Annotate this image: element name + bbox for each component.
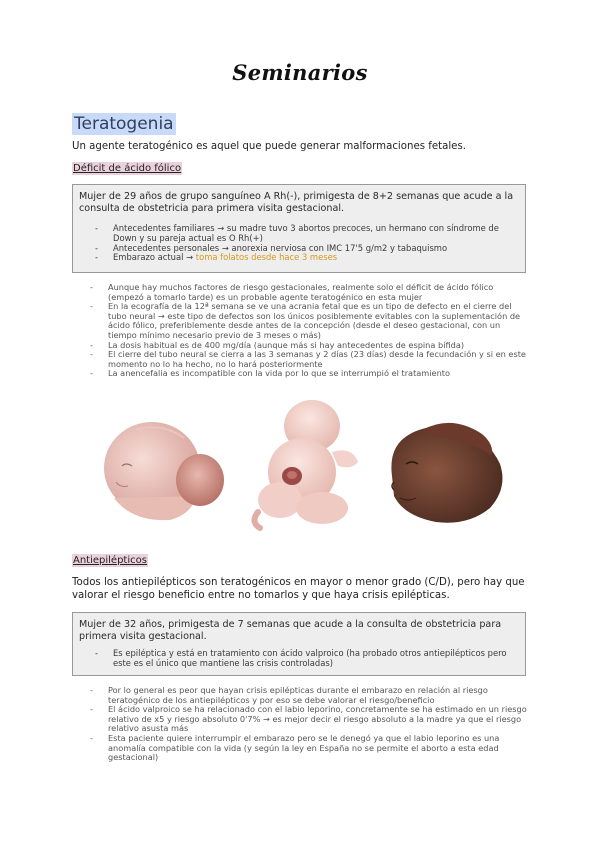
list-item: - El cierre del tubo neural se cierra a las 3 semanas y 2 días (23 días) desde la fecundación y si en este momento no lo ha hecho, no lo hará posteriormente bbox=[90, 349, 526, 369]
list-item: - El ácido valproico se ha relacionado con el labio leporino, concretamente se ha estimado en un riesgo relativo de x5 y riesgo absoluto 0'7% → es mejor decir el riesgo absoluto a la madre ya que el riesgo relativo asusta más bbox=[90, 704, 527, 734]
subheading-folic-acid: Déficit de ácido fólico bbox=[73, 163, 182, 174]
case-item: - Antecedentes familiares → su madre tuvo 3 abortos precoces, un hermano con síndrome de Down y su pareja actual es O Rh(+) bbox=[95, 223, 499, 243]
encephalocele-illustration bbox=[92, 402, 232, 530]
case-box-1 bbox=[72, 184, 526, 273]
list-item: - La dosis habitual es de 400 mg/día (aunque más si hay antecedentes de espina bífida) bbox=[90, 339, 465, 350]
case-item: - Es epiléptica y está en tratamiento con ácido valproico (ha probado otros antiepilépticos pero este es el único que mantiene las crisis controladas) bbox=[95, 648, 507, 668]
section-heading-teratogenia: Teratogenia bbox=[74, 114, 174, 134]
case-items bbox=[79, 649, 517, 669]
page-title: Seminarios bbox=[232, 60, 368, 85]
list-item: - Esta paciente quiere interrumpir el embarazo pero se le denegó ya que el labio leporino es una anomalía compatible con la vida (y según la ley en España no se permite el aborto a esta edad gestacional) bbox=[90, 732, 500, 763]
case-item: - Antecedentes personales → anorexia nerviosa con IMC 17'5 g/m2 y tabaquismo bbox=[95, 242, 448, 253]
case-lead: Mujer de 29 años de grupo sanguíneo A Rh(-), primigesta de 8+2 semanas que acude a la consulta de obstetricia para primera visita gestacional. bbox=[79, 191, 514, 214]
case-item: - Embarazo actual → toma folatos desde hace 3 meses bbox=[95, 252, 338, 263]
case-lead: Mujer de 32 años, primigesta de 7 semanas que acude a la consulta de obstetricia para primera visita gestacional. bbox=[79, 619, 502, 642]
notes-list-1 bbox=[90, 283, 530, 379]
case-items bbox=[79, 224, 517, 263]
intro-paragraph: Un agente teratogénico es aquel que puede generar malformaciones fetales. bbox=[72, 141, 466, 152]
subheading-antiepileptics: Antiepilépticos bbox=[73, 555, 147, 566]
list-item: - Aunque hay muchos factores de riesgo gestacionales, realmente solo el déficit de ácido fólico (empezó a tomarlo tarde) es un probable agente teratogénico en esta mujer bbox=[90, 282, 494, 302]
list-item: - Por lo general es peor que hayan crisis epilépticas durante el embarazo en relación al riesgo teratogénico de los antiepilépticos y por eso se debe valorar el riesgo/beneficio bbox=[90, 685, 488, 705]
notes-list-2 bbox=[90, 686, 530, 763]
spina-bifida-illustration bbox=[240, 396, 370, 536]
antiepileptics-intro: Todos los antiepilépticos son teratogénicos en mayor o menor grado (C/D), pero hay que valorar el riesgo beneficio entre no tomarlos y que haya crisis epilépticas. bbox=[72, 577, 525, 601]
list-item: - La anencefalia es incompatible con la vida por lo que se interrumpió el tratamiento bbox=[90, 368, 450, 379]
case-box-2 bbox=[72, 612, 526, 676]
list-item: - En la ecografía de la 12ª semana se ve una acrania fetal que es un tipo de defecto en el cierre del tubo neural → este tipo de defectos son los únicos posiblemente evitables con la suplementación de ácido fólico, preferiblemente desde antes de la concepción (desde el deseo gestacional, con un tiempo mínimo necesario previo de 3 meses o más) bbox=[90, 301, 521, 340]
anencephaly-illustration bbox=[382, 404, 512, 528]
highlight-text: toma folatos desde hace 3 meses bbox=[195, 252, 338, 263]
